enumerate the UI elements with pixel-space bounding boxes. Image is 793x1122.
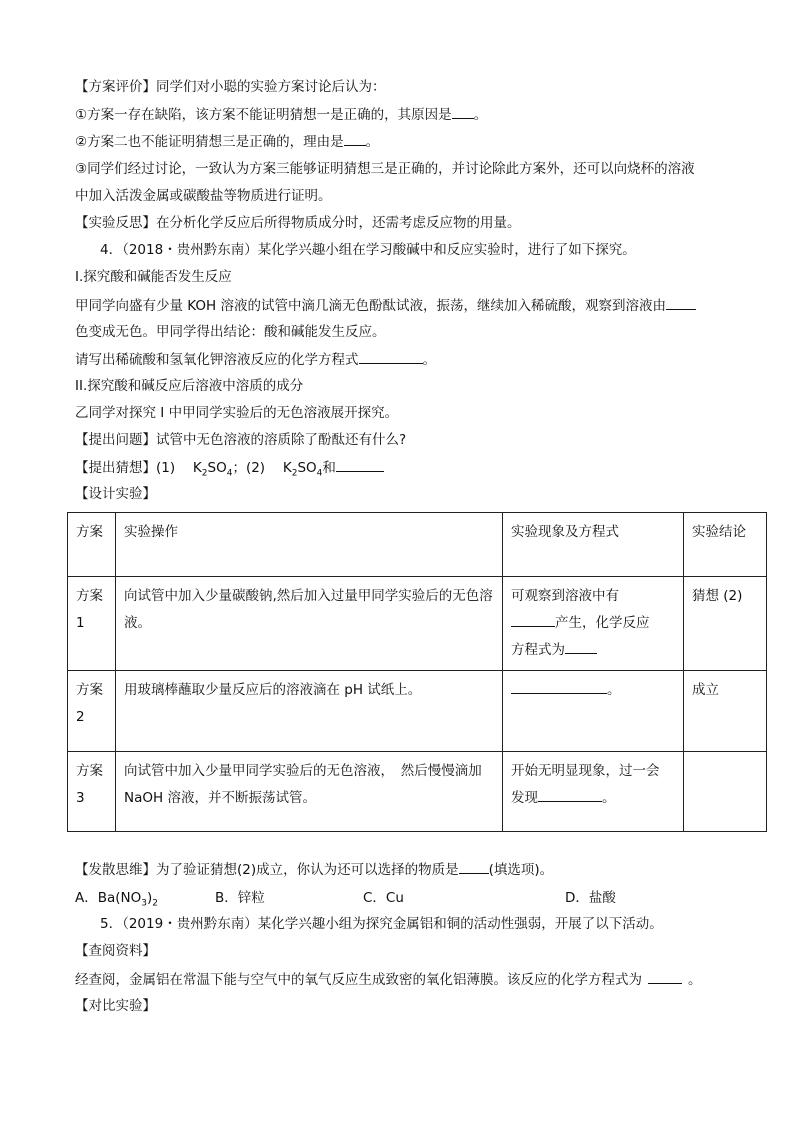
hypothesis-2-text: SO: [297, 460, 317, 476]
cell-plan: 方案 3: [68, 752, 116, 832]
paragraph-text: 甲同学向盛有少量 KOH 溶液的试管中滴几滴无色酚酞试液，振荡，继续加入稀硫酸，观察到溶液由: [75, 298, 666, 314]
paragraph-text: (填选项)。: [488, 862, 554, 878]
paragraph-conclusion-a: 色变成无色。甲同学得出结论：酸和碱能发生反应。: [75, 324, 386, 340]
paragraph-text: 请写出稀硫酸和氢氧化钾溶液反应的化学方程式: [75, 352, 359, 368]
paragraph-equation-request: [75, 349, 436, 370]
paragraph-experiment-a: [75, 295, 696, 316]
section-heading-divergent: [75, 859, 553, 880]
answer-blank[interactable]: [648, 969, 682, 984]
section-heading-question: 【提出问题】试管中无色溶液的溶质除了酚酞还有什么?: [75, 432, 407, 448]
section-heading-design: 【设计实验】: [75, 486, 156, 502]
answer-blank[interactable]: [359, 349, 423, 364]
cell-text: 产生，化学反应: [555, 615, 650, 631]
paragraph-experiment-b: 乙同学对探究 I 中甲同学实验后的无色溶液展开探究。: [75, 405, 399, 421]
option-b[interactable]: B．锌粒: [215, 890, 265, 906]
cell-conclusion: 成立: [684, 671, 767, 752]
cell-text: 可观察到溶液中有: [511, 588, 619, 604]
subscript: 4: [316, 468, 323, 479]
table-row: [68, 577, 767, 671]
section-heading-lookup: 【查阅资料】: [75, 943, 156, 959]
paragraph-plan-three: ③同学们经过讨论，一致认为方案三能够证明猜想三是正确的，并讨论除此方案外，还可以向烧杯的溶液: [75, 161, 695, 177]
option-text: A．Ba(NO: [75, 890, 142, 906]
paragraph-text: ②方案二也不能证明猜想三是正确的，理由是: [75, 134, 344, 150]
cell-plan: 方案 1: [68, 577, 116, 671]
header-cell-plan: 方案: [68, 513, 116, 577]
punctuation: 。: [365, 134, 380, 150]
cell-phenomenon: [503, 671, 684, 752]
option-text: ): [147, 890, 153, 906]
subscript: 2: [152, 898, 159, 909]
section-heading-reflection: 【实验反思】在分析化学反应后所得物质成分时，还需考虑反应物的用量。: [75, 215, 521, 231]
cell-conclusion: [684, 752, 767, 832]
cell-text: 方程式为: [511, 642, 565, 658]
punctuation: 。: [607, 682, 621, 698]
paragraph-text: 经查阅，金属铝在常温下能与空气中的氧气反应生成致密的氧化铝薄膜。该反应的化学方程式为: [75, 972, 642, 988]
header-cell-conclusion: 实验结论: [684, 513, 767, 577]
question-5-title: 5．（2019・贵州黔东南）某化学兴趣小组为探究金属铝和铜的活动性强弱，开展了以下活动。: [100, 916, 663, 932]
section-heading-comparison: 【对比实验】: [75, 998, 156, 1014]
answer-blank[interactable]: [344, 131, 366, 146]
punctuation: 。: [422, 352, 436, 368]
cell-operation: 向试管中加入少量甲同学实验后的无色溶液， 然后慢慢滴加 NaOH 溶液，并不断振荡试管。: [116, 752, 503, 832]
header-cell-operation: 实验操作: [116, 513, 503, 577]
answer-blank[interactable]: [511, 679, 607, 694]
paragraph-plan-three-cont: 中加入活泼金属或碳酸盐等物质进行证明。: [75, 188, 332, 204]
part-ii-heading: II.探究酸和碱反应后溶液中溶质的成分: [75, 378, 304, 394]
answer-blank[interactable]: [452, 104, 474, 119]
answer-blank[interactable]: [511, 612, 555, 627]
question-4-title: 4．（2018・贵州黔东南）某化学兴趣小组在学习酸碱中和反应实验时，进行了如下探究。: [100, 242, 636, 258]
hypothesis-1-text: SO: [207, 460, 227, 476]
hypothesis-2-text: 和: [322, 460, 336, 476]
answer-blank[interactable]: [459, 859, 489, 874]
cell-operation: 用玻璃棒蘸取少量反应后的溶液滴在 pH 试纸上。: [116, 671, 503, 752]
cell-conclusion: 猜想 (2): [684, 577, 767, 671]
part-i-heading: I.探究酸和碱能否发生反应: [75, 269, 232, 285]
section-heading-plan-evaluation: 【方案评价】同学们对小聪的实验方案讨论后认为：: [75, 79, 386, 95]
cell-text: 发现: [511, 790, 538, 806]
subscript: 3: [141, 898, 147, 909]
answer-blank[interactable]: [538, 787, 602, 802]
table-row: [68, 671, 767, 752]
answer-blank[interactable]: [565, 639, 597, 654]
paragraph-lookup: [75, 969, 702, 990]
paragraph-plan-two: [75, 131, 379, 152]
option-d[interactable]: D．盐酸: [565, 890, 616, 906]
hypothesis-2-text: ；(2) K: [232, 460, 292, 476]
paragraph-text: 【发散思维】为了验证猜想(2)成立，你认为还可以选择的物质是: [75, 862, 459, 878]
option-c[interactable]: C．Cu: [363, 890, 404, 906]
experiment-table: [67, 512, 767, 832]
hypothesis-1-text: 【提出猜想】(1) K: [75, 460, 202, 476]
punctuation: 。: [688, 972, 702, 988]
subscript: 2: [201, 468, 208, 479]
cell-plan: 方案 2: [68, 671, 116, 752]
punctuation: 。: [602, 790, 616, 806]
punctuation: 。: [473, 107, 488, 123]
cell-phenomenon: [503, 577, 684, 671]
paragraph-text: ①方案一存在缺陷，该方案不能证明猜想一是正确的，其原因是: [75, 107, 452, 123]
cell-phenomenon: [503, 752, 684, 832]
answer-blank[interactable]: [336, 457, 384, 472]
subscript: 4: [226, 468, 233, 479]
table-header-row: [68, 513, 767, 577]
cell-operation: 向试管中加入少量碳酸钠,然后加入过量甲同学实验后的无色溶液。: [116, 577, 503, 671]
answer-blank[interactable]: [666, 295, 696, 310]
header-cell-phenomenon: 实验现象及方程式: [503, 513, 684, 577]
subscript: 2: [291, 468, 298, 479]
paragraph-plan-one: [75, 104, 487, 125]
section-heading-hypothesis: [75, 457, 384, 484]
option-a[interactable]: [75, 886, 158, 909]
cell-text: 开始无明显现象，过一会: [511, 763, 660, 779]
table-row: [68, 752, 767, 832]
